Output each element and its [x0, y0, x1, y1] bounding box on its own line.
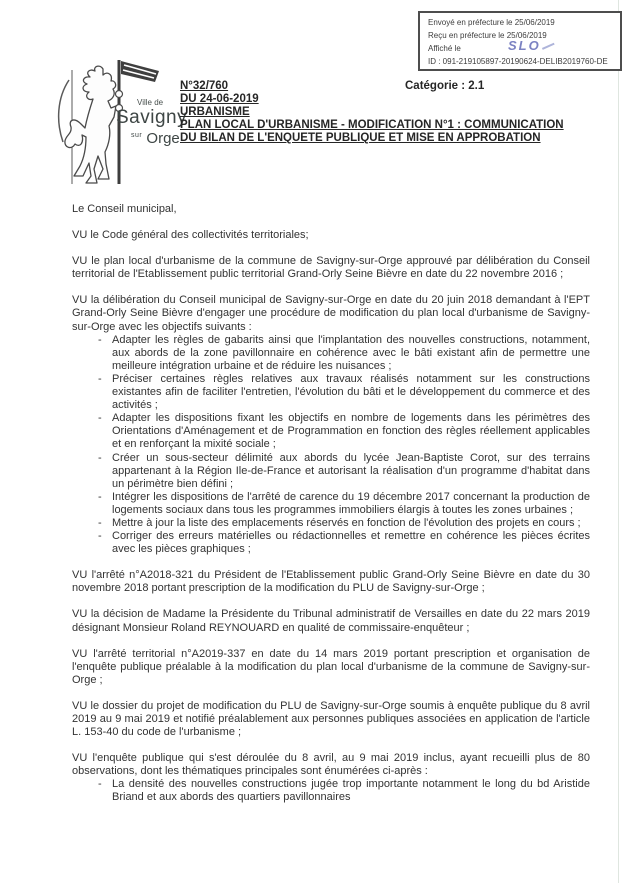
paragraph: VU la délibération du Conseil municipal de Savigny-sur-Orge en date du 20 juin 2018 demandant à l'EPT Grand-Orly Seine Bièvre d'engager une procédure de modification du plan local d'urbanisme de Savigny-sur-Orge avec les objectifs suivants :	[72, 294, 590, 333]
bullet-list	[72, 778, 590, 804]
category-label: Catégorie : 2.1	[405, 80, 485, 92]
city-logo-ville-de: Ville de	[137, 98, 164, 107]
bullet-item: - Adapter les dispositions fixant les objectifs en nombre de logements dans les périmètres des Orientations d'Aménagement et de Programmation en fonction des règles réellement applicables et en renforçant la mixité sociale ;	[72, 412, 590, 451]
city-logo-sur: sur	[131, 132, 143, 139]
document-body	[72, 203, 590, 818]
paragraph: Le Conseil municipal,	[72, 203, 177, 215]
paragraph: VU l'enquête publique qui s'est déroulée du 8 avril, au 9 mai 2019 inclus, ayant recueilli plus de 80 observations, dont les thématiques principales sont énumérées ci-après :	[72, 752, 590, 778]
paragraph: VU le Code général des collectivités territoriales;	[72, 229, 309, 242]
prefecture-stamp	[418, 11, 622, 71]
slo-logo-text: SLO	[508, 38, 541, 53]
paragraph: VU le plan local d'urbanisme de la commune de Savigny-sur-Orge approuvé par délibération du Conseil territorial de l'Etablissement public territorial Grand-Orly Seine Bièvre en date du 22 novembre 2016 ;	[72, 255, 590, 281]
deliberation-date: DU 24-06-2019	[180, 93, 259, 105]
bullet-item: - Adapter les règles de gabarits ainsi que l'implantation des nouvelles constructions, notamment, aux abords de la zone pavillonnaire en cohérence avec le bâti existant afin de permettre une meilleure intégration urbaine et de réduire les nuisances ;	[72, 334, 590, 373]
department-label: URBANISME	[180, 106, 250, 118]
deliberation-header	[180, 80, 605, 145]
slo-logo	[508, 39, 556, 52]
city-logo-sur-orge	[131, 130, 180, 147]
stamp-sent-line: Envoyé en préfecture le 25/06/2019	[428, 18, 555, 27]
bullet-item: - La densité des nouvelles constructions jugée trop importante notamment le long du bd Aristide Briand et aux abords des quartiers pavillonnaires	[72, 778, 590, 804]
stamp-posted-line: Affiché le	[428, 44, 461, 53]
paragraph: VU l'arrêté n°A2018-321 du Président de l'Etablissement public Grand-Orly Seine Bièvre en date du 30 novembre 2018 portant prescription de la modification du PLU de Savigny-sur-Orge ;	[72, 569, 590, 595]
scan-edge-artifact	[618, 0, 619, 883]
title-line-2: DU BILAN DE L'ENQUETE PUBLIQUE ET MISE EN APPROBATION	[180, 132, 541, 144]
paragraph: VU l'arrêté territorial n°A2019-337 en date du 14 mars 2019 portant prescription et organisation de l'enquête publique préalable à la modification du plan local d'urbanisme de la commune de Savigny-sur-Orge ;	[72, 647, 590, 686]
slo-swoosh-icon	[542, 43, 555, 50]
deliberation-number: N°32/760	[180, 80, 229, 92]
stamp-id-line: ID : 091-219105897-20190624-DELIB2019760-DE	[428, 57, 608, 66]
bullet-item: - Créer un sous-secteur délimité aux abords du lycée Jean-Baptiste Corot, sur des terrains appartenant à la Région Ile-de-France et autorisant la réalisation d'un programme d'habitat dans un périmètre bien défini ;	[72, 452, 590, 491]
bullet-item: - Préciser certaines règles relatives aux travaux réalisés notamment sur les constructions existantes afin de faciliter l'entretien, l'évolution du bâti et le développement du commerce et des activités ;	[72, 373, 590, 412]
bullet-list	[72, 334, 590, 557]
city-logo-orge: Orge	[146, 130, 180, 147]
bullet-item: - Corriger des erreurs matérielles ou rédactionnelles et remettre en cohérence les pièces écrites avec les pièces graphiques ;	[72, 530, 590, 556]
city-logo-savigny: Savigny	[116, 107, 188, 128]
paragraph: VU le dossier du projet de modification du PLU de Savigny-sur-Orge soumis à enquête publique du 8 avril 2019 au 9 mai 2019 et notifié préalablement aux personnes publiques associées en application de l'article L. 153-40 du code de l'urbanisme ;	[72, 699, 590, 739]
bullet-item: - Intégrer les dispositions de l'arrêté de carence du 19 décembre 2017 concernant la production de logements sociaux dans tous les programmes immobiliers élargis à toutes les zones urbaines ;	[72, 491, 590, 517]
stamp-received-line: Reçu en préfecture le 25/06/2019	[428, 31, 547, 40]
bullet-item: - Mettre à jour la liste des emplacements réservés en fonction de l'évolution des projets en cours ;	[72, 517, 590, 530]
title-line-1: PLAN LOCAL D'URBANISME - MODIFICATION N°1 : COMMUNICATION	[180, 119, 564, 131]
paragraph: VU la décision de Madame la Présidente du Tribunal administratif de Versailles en date du 22 mars 2019 désignant Monsieur Roland REYNOUARD en qualité de commissaire-enquêteur ;	[72, 608, 590, 634]
